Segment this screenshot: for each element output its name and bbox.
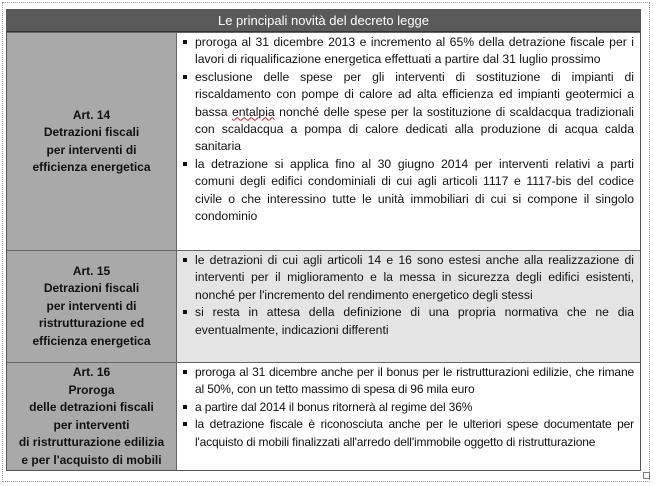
article-label-cell: [7, 363, 177, 470]
table-row-art-14: [7, 32, 640, 250]
article-content-cell: [177, 363, 640, 470]
article-title-line: per interventi: [53, 417, 130, 432]
article-title-line: Detrazioni fiscali: [43, 281, 140, 296]
bullet-item: a partire dal 2014 il bonus ritornerà al regime del 36%: [181, 399, 634, 416]
article-label-cell: [7, 33, 177, 250]
bullet-item: proroga al 31 dicembre 2013 e incremento al 65% della detrazione fiscale per i lavori di riqualificazione energetica effettuati a partire dal 31 luglio prossimo: [181, 34, 634, 69]
article-title-line: efficienza energetica: [32, 160, 151, 174]
decree-summary-table: [6, 9, 641, 471]
article-title-line: per interventi di: [46, 142, 137, 157]
article-title-line: Proroga: [68, 382, 115, 397]
table-row-art-15: [7, 250, 640, 362]
bullet-item: la detrazione fiscale è riconosciuta anche per le ulteriori spese documentate per l'acquisto di mobili finalizzati all'arredo dell'immobile oggetto di ristrutturazione: [181, 416, 634, 451]
bullet-list: [181, 364, 634, 451]
bullet-item: proroga al 31 dicembre anche per il bonus per le ristrutturazioni edilizie, che rimane al 50%, con un tetto massimo di spesa di 96 mila euro: [181, 364, 634, 399]
bullet-list: [181, 252, 634, 339]
article-title-line: ristrutturazione ed: [38, 316, 145, 331]
table-row-art-16: [7, 362, 640, 470]
article-number: Art. 16: [72, 365, 111, 379]
article-number: Art. 14: [72, 107, 111, 122]
article-title-line: delle detrazioni fiscali: [29, 400, 154, 414]
article-content-cell: [177, 251, 640, 362]
article-content-cell: [177, 33, 640, 250]
bullet-item: la detrazione si applica fino al 30 giugno 2014 per interventi relativi a parti comuni degli edifici condominiali di cui agli articoli 1117 e 1117-bis del codice civile o che interessino tutte le unità immobiliari di cui si compone il singolo condominio: [181, 156, 634, 226]
table-title: Le principali novità del decreto legge: [7, 10, 640, 32]
resize-handle[interactable]: [643, 472, 650, 479]
spellcheck-word: entalpia: [232, 104, 275, 119]
bullet-list: [181, 34, 634, 225]
bullet-item: si resta in attesa della definizione di una propria normativa che ne dia eventualmente, indicazioni differenti: [181, 304, 634, 339]
article-title-line: e per l'acquisto di mobili: [21, 452, 162, 467]
article-title-line: efficienza energetica: [32, 333, 151, 348]
article-number: Art. 15: [72, 263, 111, 278]
article-title-line: Detrazioni fiscali: [43, 125, 140, 139]
article-title-line: di ristrutturazione edilizia: [18, 435, 165, 449]
article-label-cell: [7, 251, 177, 362]
bullet-item: le detrazioni di cui agli articoli 14 e 16 sono estesi anche alla realizzazione di interventi per il miglioramento e la messa in sicurezza degli edifici esistenti, nonché per l'incremento del rendimento energetico degli stessi: [181, 252, 634, 304]
article-title-line: per interventi di: [46, 298, 137, 313]
bullet-item: esclusione delle spese per gli interventi di sostituzione di impianti di riscaldamento con pompe di calore ad alta efficienza ed impianti geotermici a bassa entalpia nonché delle spese per la sostituzione di scaldacqua tradizionali con scaldacqua a pompa di calore dedicati alla produzione di acqua calda sanitaria: [181, 69, 634, 156]
